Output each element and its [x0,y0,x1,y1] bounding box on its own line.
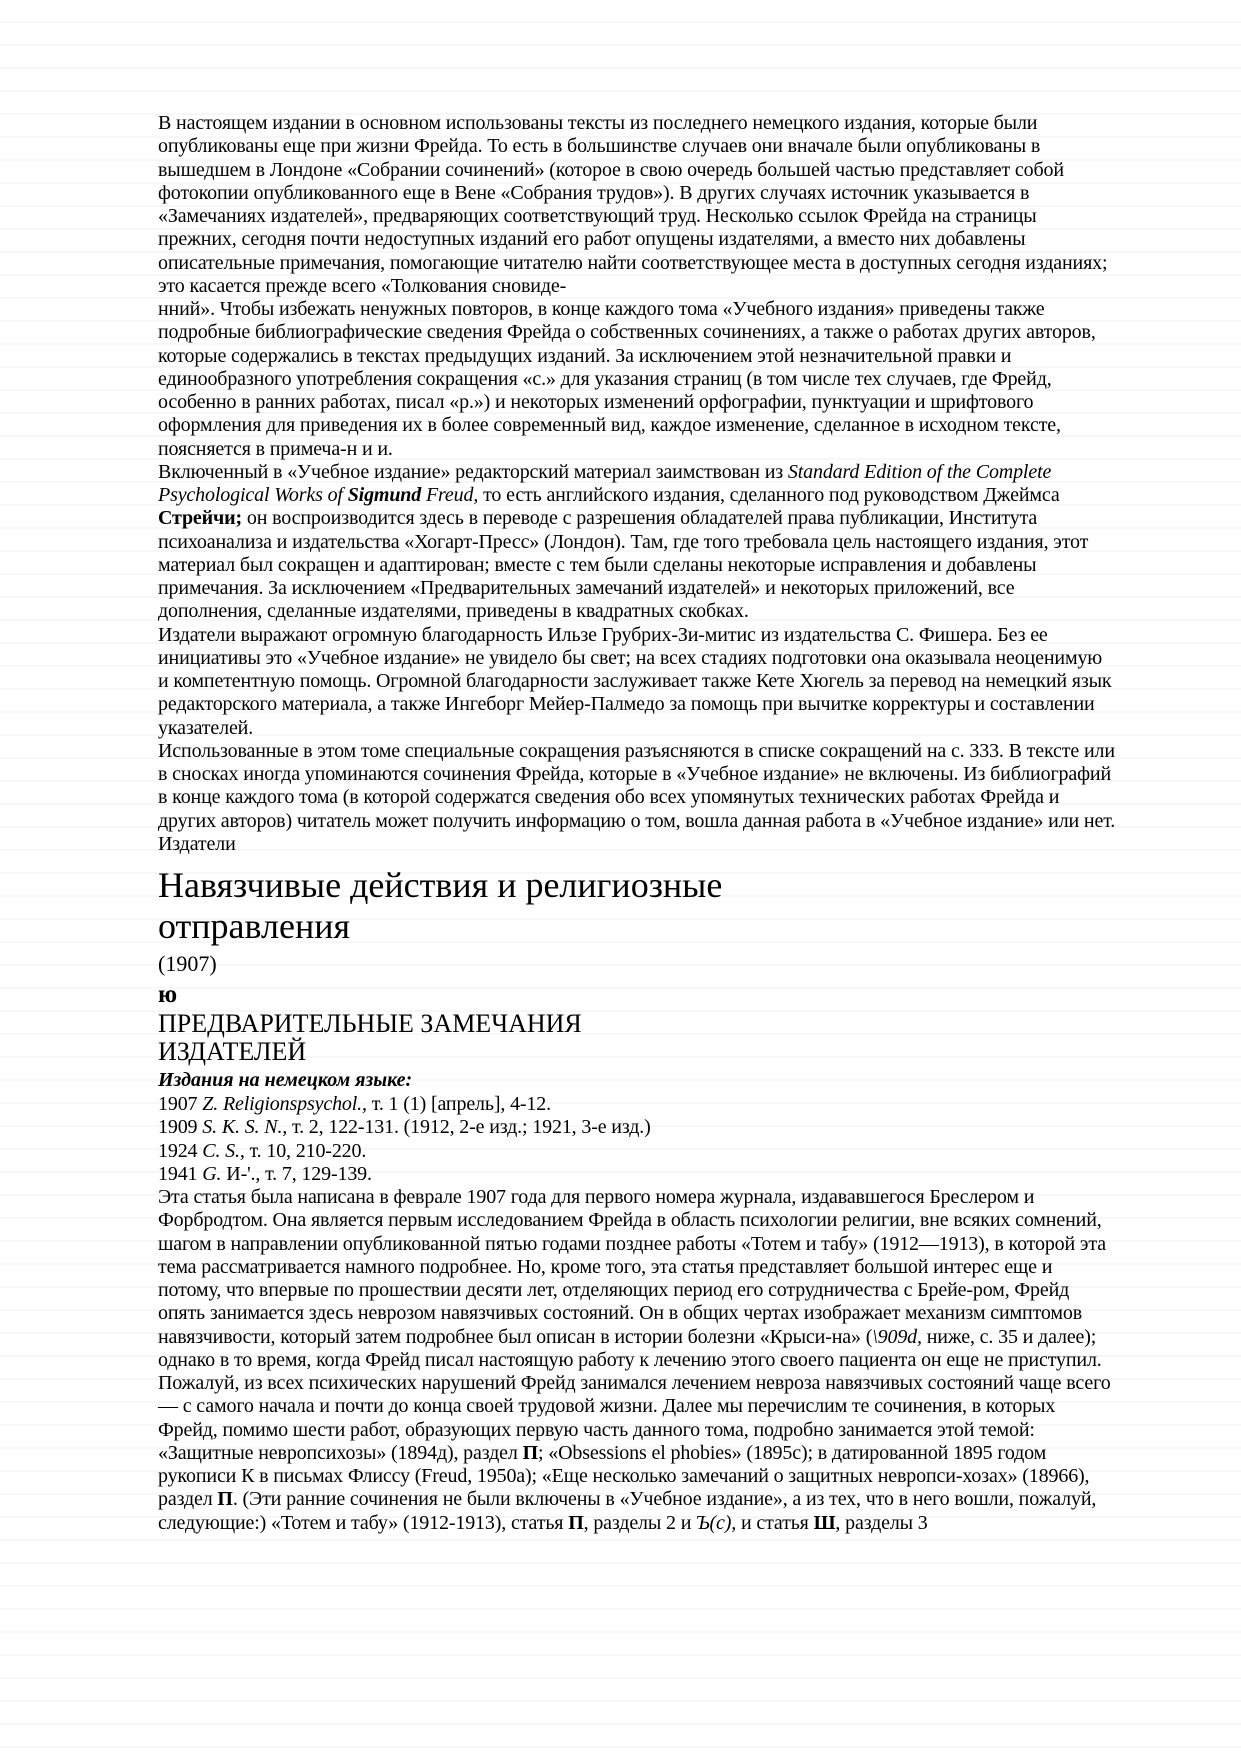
bib-year: 1924 [158,1139,203,1162]
text-run-bold-italic: Sigmund [347,484,422,506]
german-editions-label: Издания на немецком языке: [158,1069,413,1091]
bib-detail: т. 2, 122-131. (1912, 2-е изд.; 1921, 3-е изд.) [287,1116,651,1139]
bib-year: 1909 [158,1116,203,1139]
section-heading [158,1010,1116,1066]
paragraph-acknowledgements: Издатели выражают огромную благодарность Ильзе Грубрих-Зи-митис из издательства С. Фишера. Без ее инициативы это «Учебное издание» не увидело бы свет; на всех стадиях подготовки она оказывала неоценимую и компетентную помощь. Огромной благодарности заслуживает также Кете Хюгель за перевод на немецкий язык редакторского материала, а также Ингеборг Мейер-Палмедо за помощь при вычитке корректуры и составлении указателей. [158,623,1112,739]
bibliography-entry-1909 [158,1116,1116,1139]
text-run: ; «Obsessions el phobies» (1895c); в датированной 1895 годом рукописи К в письмах Флиссу (Freud, 1950a); «Еще несколько замечаний о защитных невропси-хозах» (18966), раздел [158,1441,1090,1511]
text-run-bold: П [522,1441,539,1464]
text-run-bold: Ш [813,1511,836,1534]
bib-detail: т. 10, 210-220. [244,1139,367,1162]
paragraph-abbreviations: Использованные в этом томе специальные сокращения разъясняются в списке сокращений на с. 333. В тексте или в сносках иногда упоминаются сочинения Фрейда, которые в «Учебное издание» не включены. Из библиографий в конце каждого тома (в которой содержатся сведения обо всех упомянутых технических работах Фрейда и других авторов) читатель может получить информацию о том, вошла данная работа в «Учебное издание» или нет. [158,739,1116,832]
text-run: он воспроизводится здесь в переводе с разрешения обладателей права публикации, Института психоанализа и издательства «Хогарт-Пресс» (Лондон). Там, где того требовала цель настоящего издания, этот материал был сокращен и адаптирован; вместе с тем были сделаны некоторые исправления и добавлены примечания. За исключением «Предварительных замечаний издателей» и некоторых приложений, все дополнения, сделанные издателями, приведены в квадратных скобках. [158,507,1089,623]
text-run: Пожалуй, из всех психических нарушений Фрейд занимался лечением невроза навязчивых состояний чаще всего — с самого начала и почти до конца своей трудовой жизни. Далее мы перечислим те сочинения, в которых Фрейд, помимо шести работ, образующих первую часть данного тома, подробно занимается этой темой: «Защитные невропсихозы» (1894д), раздел [158,1372,1111,1464]
text-run: то есть английского издания, сделанного под руководством Джеймса [478,484,1060,506]
paragraph-bibliography-note: нний». Чтобы избежать ненужных повторов, в конце каждого тома «Учебного издания» приведены также подробные библиографические сведения Фрейда о собственных сочинениях, а также о работах других авторов, которые содержались в текстах предыдущих изданий. За исключением этой незначительной правки и единообразного употребления сокращения «с.» для указания страниц (в том числе тех случаев, где Фрейд, особенно в ранних работах, писал «р.») и некоторых изменений орфографии, пунктуации и шрифтового оформления для приведения их в более современный вид, каждое изменение, сделанное в исходном тексте, поясняется в примеча-н и и. [158,298,1096,460]
article-title [158,865,1116,947]
section-heading-line1: ПРЕДВАРИТЕЛЬНЫЕ ЗАМЕЧАНИЯ [158,1009,582,1038]
bib-source-italic: G. [202,1162,222,1185]
bib-detail: И-'., т. 7, 129-139. [221,1162,372,1185]
bib-year: 1941 [158,1162,203,1185]
text-content [158,112,1116,1535]
bib-source-italic: S. K. S. N., [202,1116,288,1139]
section-marker: ю [158,981,178,1008]
article-year: (1907) [158,951,217,976]
paragraph-article-history [158,1186,1116,1372]
bib-source-italic: C. S., [202,1139,245,1162]
bibliography-entry-1907 [158,1093,1116,1116]
section-heading-line2: ИЗДАТЕЛЕЙ [158,1037,307,1066]
text-run-italic: Standard Edition of the Complete Psychological Works of [158,460,1052,506]
text-run-italic: Ъ(с), [696,1511,737,1534]
text-run: ниже, с. 35 и далее); однако в то время, когда Фрейд писал настоящую работу к лечению этого своего пациента он еще не приступил. [158,1325,1102,1371]
text-run: Эта статья была написана в феврале 1907 года для первого номера журнала, издававшегося Бреслером и Форбродтом. Она является первым исследованием Фрейда в область психологии религии, вне всяких сомнений, шагом в направлении опубликованной пятью годами позднее работы «Тотем и табу» (1912—1913), в которой эта тема рассматривается намного подробнее. Но, кроме того, эта статья представляет большой интерес еще и потому, что впервые по прошествии десяти лет, отделяющих период его сотрудничества с Брейе-ром, Фрейд опять занимается здесь неврозом навязчивых состояний. Он в общих чертах изображает механизм симптомов навязчивости, который затем подробнее был описан в истории болезни «Крыси-на» ( [158,1186,1106,1348]
text-run-bold: Стрейчи; [158,507,243,530]
text-run: и статья [736,1511,814,1534]
paragraph-obsessional-neurosis [158,1372,1116,1535]
bib-source-italic: Z. Religionspsychol., [202,1093,367,1115]
article-title-line1: Навязчивые действия и религиозные [158,865,723,905]
text-run-italic: \909d, [872,1325,922,1348]
text-run: Включенный в «Учебное издание» редакторский материал заимствован из [158,460,788,483]
text-run-bold: П [217,1488,233,1511]
text-run-italic: Freud, [421,484,479,506]
bibliography-entry-1924 [158,1140,1116,1163]
text-run: , разделы 3 [835,1511,928,1534]
text-run: . (Эти ранние сочинения не были включены в «Учебное издание», а из тех, что в него вошли, пожалуй, следующие:) «Тотем и табу» (1912-1913), статья [158,1488,1097,1534]
bib-year: 1907 [158,1093,203,1115]
bibliography-entry-1941 [158,1163,1116,1186]
bib-detail: т. 1 (1) [апрель], 4-12. [366,1093,551,1115]
paragraph-standard-edition [158,461,1116,624]
signature-editors: Издатели [158,832,236,855]
text-run-bold: П [568,1511,584,1534]
text-run: , разделы 2 и [583,1511,697,1534]
article-title-line2: отправления [158,906,351,946]
paragraph-sources: В настоящем издании в основном использованы тексты из последнего немецкого издания, которые были опубликованы еще при жизни Фрейда. То есть в большинстве случаев они вначале были опубликованы в вышедшем в Лондоне «Собрании сочинений» (которое в свою очередь большей частью представляет собой фотокопии опубликованного еще в Вене «Собрания трудов»). В других случаях источник указывается в «Замечаниях издателей», предваряющих соответствующий труд. Несколько ссылок Фрейда на страницы прежних, сегодня почти недоступных изданий его работ опущены издателями, а вместо них добавлены описательные примечания, помогающие читателю найти соответствующее места в доступных сегодня изданиях; это касается прежде всего «Толкования сновиде- [158,112,1108,297]
